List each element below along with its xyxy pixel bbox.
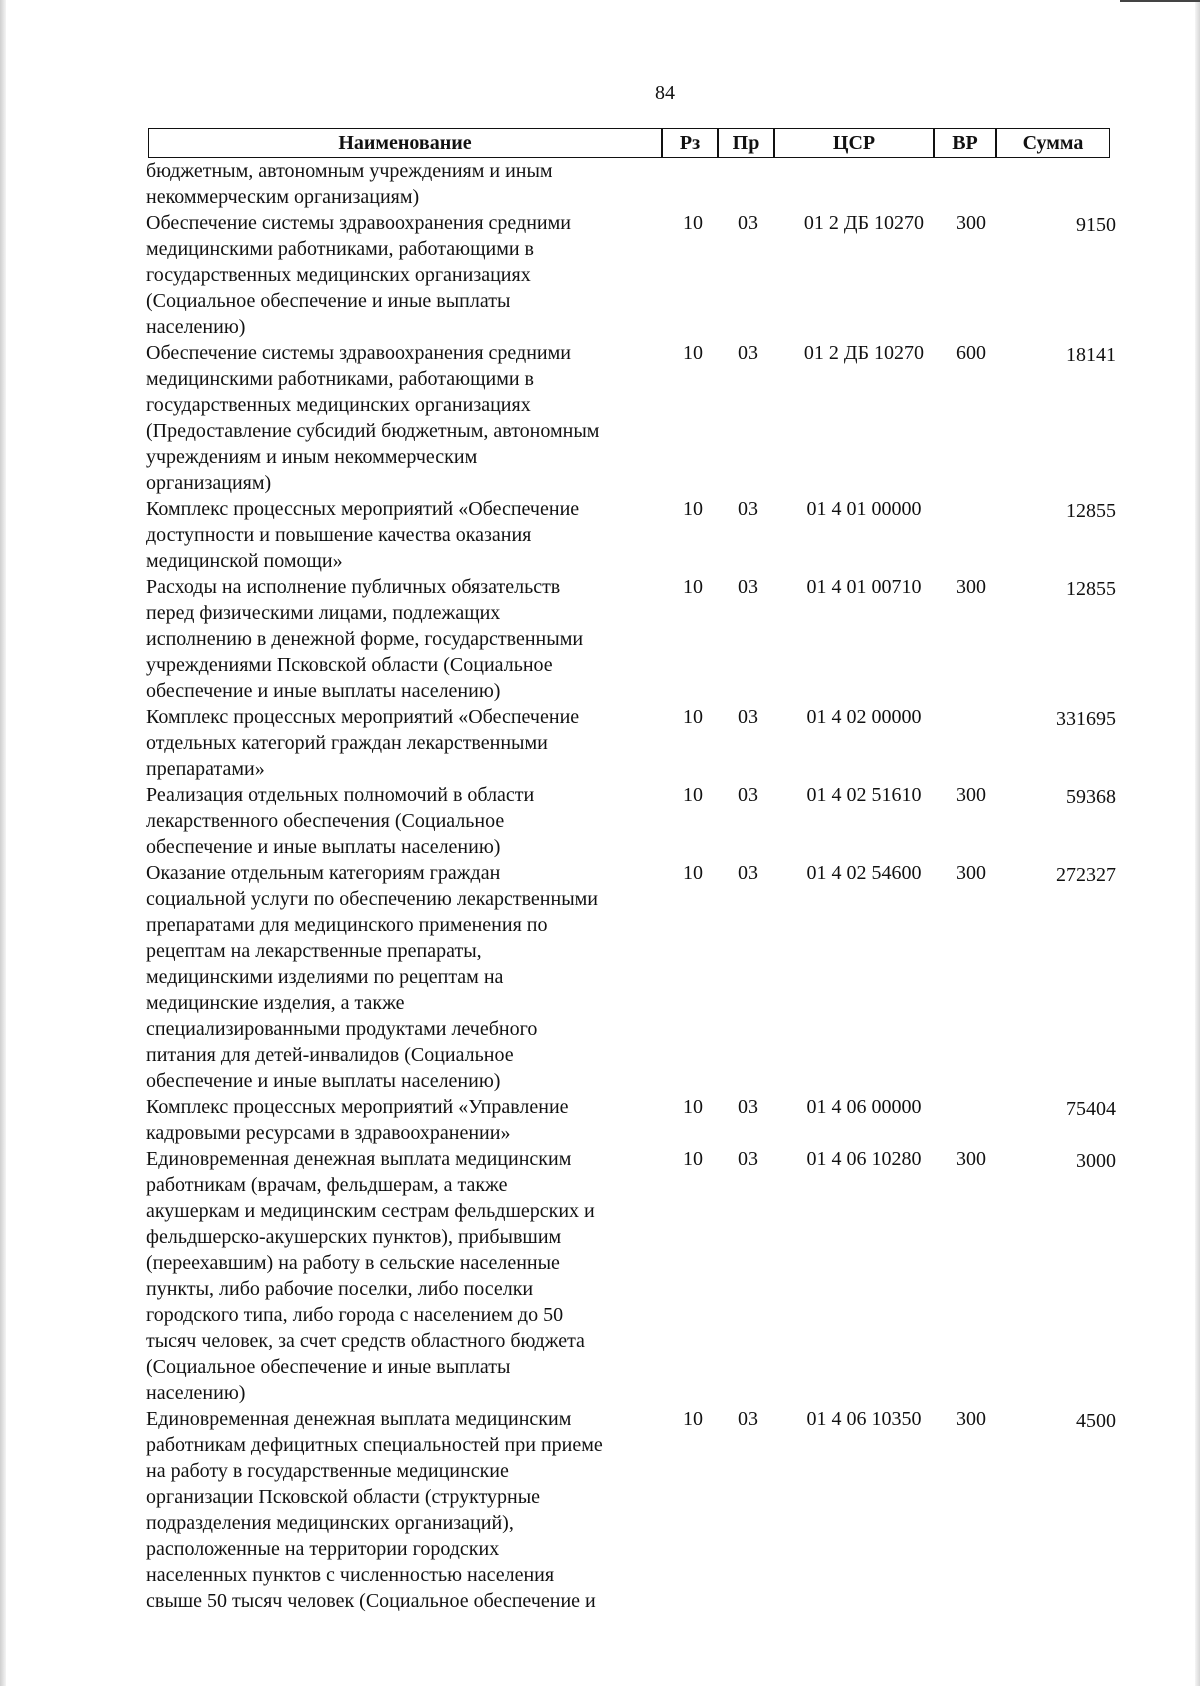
cell-pr: 03	[738, 576, 758, 598]
table-row	[146, 860, 1116, 1094]
cell-rz: 10	[683, 342, 703, 364]
cell-vr: 600	[956, 342, 986, 364]
page-number: 84	[655, 82, 675, 104]
scan-edge-right	[1195, 0, 1200, 1686]
table-row	[146, 340, 1116, 496]
cell-sum: 12855	[1066, 578, 1116, 600]
cell-sum: 272327	[1056, 864, 1116, 886]
table-row	[146, 574, 1116, 704]
cell-sum	[1002, 158, 1116, 160]
header-vr: ВР	[934, 128, 996, 158]
cell-pr: 03	[738, 862, 758, 884]
cell-sum: 9150	[1076, 214, 1116, 236]
table-row	[146, 1146, 1116, 1406]
scan-corner-mark	[1120, 0, 1200, 2]
cell-vr: 300	[956, 576, 986, 598]
cell-rz: 10	[683, 576, 703, 598]
header-name: Наименование	[148, 128, 662, 158]
cell-rz: 10	[683, 706, 703, 728]
cell-rz: 10	[683, 1096, 703, 1118]
cell-sum: 331695	[1056, 708, 1116, 730]
cell-sum: 3000	[1076, 1150, 1116, 1172]
cell-name: Обеспечение системы здравоохранения средними медицинскими работниками, работающими в государственных медицинских организациях (Социальное обеспечение и иные выплаты населению)	[146, 212, 571, 338]
cell-csr: 01 2 ДБ 10270	[803, 342, 925, 364]
cell-csr: 01 4 06 10280	[806, 1148, 922, 1170]
cell-pr: 03	[738, 1408, 758, 1430]
cell-csr: 01 4 01 00000	[806, 498, 922, 520]
cell-csr: 01 4 02 51610	[806, 784, 922, 806]
table-body	[146, 158, 1116, 1614]
cell-name: Реализация отдельных полномочий в области лекарственного обеспечения (Социальное обеспечение и иные выплаты населению)	[146, 784, 535, 858]
cell-rz: 10	[683, 862, 703, 884]
cell-sum: 75404	[1066, 1098, 1116, 1120]
table-header	[148, 128, 1110, 158]
cell-sum: 18141	[1066, 344, 1116, 366]
cell-pr: 03	[738, 498, 758, 520]
header-pr: Пр	[718, 128, 774, 158]
cell-name: Обеспечение системы здравоохранения средними медицинскими работниками, работающими в государственных медицинских организациях (Предоставление субсидий бюджетным, автономным учреждениям и иным некоммерческим организациям)	[146, 342, 600, 494]
header-rz: Рз	[662, 128, 718, 158]
table-row	[146, 704, 1116, 782]
cell-name: Единовременная денежная выплата медицинским работникам (врачам, фельдшерам, а также акушеркам и медицинским сестрам фельдшерских и фельдшерско-акушерских пунктов), прибывшим (переехавшим) на работу в сельские населенные пункты, либо рабочие поселки, либо поселки городского типа, либо города с населением до 50 тысяч человек, за счет средств областного бюджета (Социальное обеспечение и иные выплаты населению)	[146, 1148, 595, 1404]
cell-name: Комплекс процессных мероприятий «Обеспечение отдельных категорий граждан лекарственными препаратами»	[146, 706, 580, 780]
cell-name: бюджетным, автономным учреждениям и иным некоммерческим организациям)	[146, 160, 553, 208]
table-row	[146, 496, 1116, 574]
cell-pr: 03	[738, 784, 758, 806]
table-row	[146, 1406, 1116, 1614]
cell-sum: 59368	[1066, 786, 1116, 808]
cell-rz: 10	[683, 212, 703, 234]
cell-vr: 300	[956, 784, 986, 806]
cell-pr: 03	[738, 706, 758, 728]
cell-csr: 01 4 02 54600	[806, 862, 922, 884]
cell-rz: 10	[683, 1148, 703, 1170]
cell-vr: 300	[956, 862, 986, 884]
scan-edge-left	[0, 0, 6, 1686]
table-row	[146, 782, 1116, 860]
header-sum: Сумма	[996, 128, 1110, 158]
cell-rz: 10	[683, 1408, 703, 1430]
cell-csr: 01 4 06 00000	[806, 1096, 922, 1118]
cell-name: Расходы на исполнение публичных обязательств перед физическими лицами, подлежащих исполнению в денежной форме, государственными учреждениями Псковской области (Социальное обеспечение и иные выплаты населению)	[146, 576, 584, 702]
cell-sum: 12855	[1066, 500, 1116, 522]
cell-pr: 03	[738, 342, 758, 364]
cell-csr: 01 4 06 10350	[806, 1408, 922, 1430]
header-csr: ЦСР	[774, 128, 934, 158]
table-row	[146, 158, 1116, 210]
table-row	[146, 210, 1116, 340]
cell-name: Комплекс процессных мероприятий «Обеспечение доступности и повышение качества оказания медицинской помощи»	[146, 498, 580, 572]
cell-pr: 03	[738, 212, 758, 234]
cell-name: Комплекс процессных мероприятий «Управление кадровыми ресурсами в здравоохранении»	[146, 1096, 569, 1144]
table-row	[146, 1094, 1116, 1146]
cell-name: Оказание отдельным категориям граждан социальной услуги по обеспечению лекарственными препаратами для медицинского применения по рецептам на лекарственные препараты, медицинскими изделиями по рецептам на медицинские изделия, а также специализированными продуктами лечебного питания для детей-инвалидов (Социальное обеспечение и иные выплаты населению)	[146, 862, 599, 1092]
cell-sum: 4500	[1076, 1410, 1116, 1432]
cell-vr: 300	[956, 212, 986, 234]
cell-rz: 10	[683, 498, 703, 520]
cell-vr: 300	[956, 1408, 986, 1430]
cell-rz: 10	[683, 784, 703, 806]
cell-pr: 03	[738, 1096, 758, 1118]
cell-name: Единовременная денежная выплата медицинским работникам дефицитных специальностей при приеме на работу в государственные медицинские организации Псковской области (структурные подразделения медицинских организаций), расположенные на территории городских населенных пунктов с численностью населения свыше 50 тысяч человек (Социальное обеспечение и	[146, 1408, 603, 1612]
cell-pr: 03	[738, 1148, 758, 1170]
cell-vr: 300	[956, 1148, 986, 1170]
cell-csr: 01 4 01 00710	[806, 576, 922, 598]
cell-csr: 01 4 02 00000	[806, 706, 922, 728]
cell-csr: 01 2 ДБ 10270	[803, 212, 925, 234]
